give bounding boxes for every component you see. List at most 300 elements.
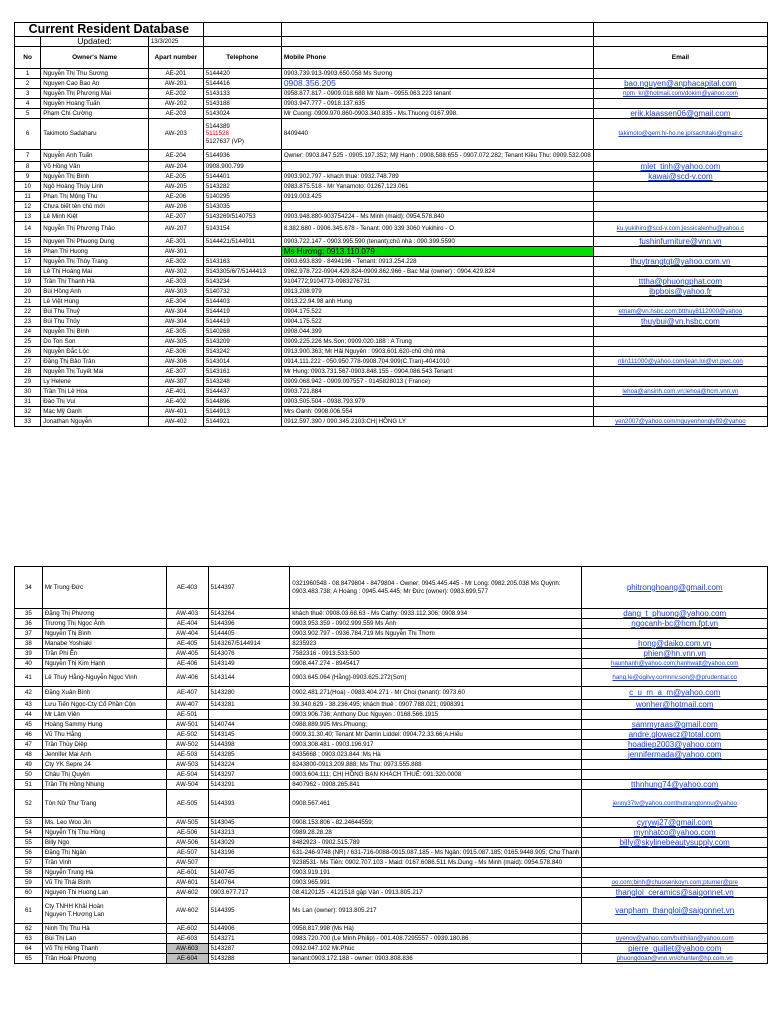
row-number: 8	[15, 162, 41, 172]
apartment-number: AE-206	[148, 192, 203, 202]
apartment-number: AW-303	[148, 287, 203, 297]
row-number: 54	[15, 828, 43, 838]
telephone	[208, 858, 290, 868]
mobile-phone: 0913.22.94.98 anh Hung	[281, 297, 593, 307]
mobile-phone: 0904.175.522	[281, 317, 593, 327]
mobile-phone: 0903.947.777 - 0918.137.635	[281, 99, 593, 109]
owner-name: Trương Thị Ngọc Ánh	[42, 619, 166, 629]
apartment-number: AW-504	[166, 780, 208, 790]
mobile-phone: 0913.208.979	[281, 287, 593, 297]
table-row	[15, 347, 768, 357]
mobile-phone: 7582316 - 0913.533.500	[290, 649, 582, 659]
owner-name: Đặng Thị Phương	[42, 609, 166, 619]
mobile-phone: 0912.597.390 / 090.345.2103:CH| HỒNG LY	[281, 417, 593, 427]
telephone: 5143024	[203, 109, 281, 119]
row-number: 34	[15, 567, 43, 609]
owner-name: Ninh Thị Thu Hà	[42, 924, 166, 934]
apartment-number: AW-406	[166, 669, 208, 687]
table-row	[15, 297, 768, 307]
telephone: 5143133	[203, 89, 281, 99]
row-number: 44	[15, 710, 43, 720]
email-link[interactable]: hong@daiko.com.vn	[582, 639, 768, 649]
mobile-phone: 8407962 - 0908.265.841	[290, 780, 582, 790]
owner-name: Trần Thị Hồng Nhung	[42, 780, 166, 790]
telephone: 5143144	[208, 669, 290, 687]
updated-label: Updated:	[41, 37, 149, 47]
table-row	[15, 760, 768, 770]
email-link[interactable]: oo.com;binh@chuosenkoyn.com;pturner@pre	[582, 878, 768, 888]
email-link[interactable]: thangloi_ceramics@saigonnet.vn	[582, 888, 768, 898]
telephone: 5143224	[208, 760, 290, 770]
email-link	[593, 367, 767, 377]
row-number: 5	[15, 109, 41, 119]
email-link[interactable]: jennifermada@yahoo.com	[582, 750, 768, 760]
email-link	[593, 212, 767, 222]
telephone: 5140295	[203, 192, 281, 202]
email-link[interactable]: npm_kr@hotmail.com/dokim@yahoo.com	[593, 89, 767, 99]
mobile-phone: 0903.505.504 - 0938.793.979	[281, 397, 593, 407]
owner-name: Hoàng Sammy Hung	[42, 720, 166, 730]
apartment-number: AW-505	[166, 818, 208, 828]
email-link[interactable]: jenny37tv@yahoo.comthutrangtonnu@yahoo	[582, 790, 768, 818]
mobile-phone: 0909.225.226 Ms.Son; 0909.020.188 : A Trung	[281, 337, 593, 347]
table-row	[15, 150, 768, 162]
telephone: 5143145	[208, 730, 290, 740]
email-link[interactable]: hang.le@ogilvy.comnnv.son@@prudential.co	[582, 669, 768, 687]
apartment-number: AW-202	[148, 99, 203, 109]
table-row	[15, 888, 768, 898]
email-link[interactable]: phitronghoang@gmail.com	[582, 567, 768, 609]
mobile-phone: 0988.889.995 Mrs.Phuong;	[290, 720, 582, 730]
table-row	[15, 848, 768, 858]
email-link[interactable]: erik.klaassen06@gmail.com	[593, 109, 767, 119]
email-link[interactable]: bao.nguyen@anphacapital.com	[593, 79, 767, 89]
mobile-phone: 0908.567.461	[290, 790, 582, 818]
email-link[interactable]: tttha@phuongphat.com	[593, 277, 767, 287]
mobile-phone: 0903.906.736; Anthony Duc Nguyen : 0168.566.1915	[290, 710, 582, 720]
owner-name: Bùi Thị Lan	[42, 934, 166, 944]
telephone: 5143213	[208, 828, 290, 838]
email-link	[593, 192, 767, 202]
telephone: 5144896	[203, 397, 281, 407]
owner-name: Lê Minh Kiệt	[41, 212, 149, 222]
row-number: 51	[15, 780, 43, 790]
col-header-telephone: Telephone	[203, 47, 281, 69]
owner-name: Lưu Tiến Ngọc-Cty Cổ Phần Cộn	[42, 700, 166, 710]
table-row	[15, 247, 768, 257]
table-row	[15, 192, 768, 202]
apartment-number: AE-307	[148, 367, 203, 377]
table-row	[15, 609, 768, 619]
email-link[interactable]: fushinfurniture@vnn.vn	[593, 237, 767, 247]
table-row	[15, 649, 768, 659]
mobile-phone: Owner: 0903.847.525 - 0905.197.352; Mỹ Hạnh : 0908.588.655 - 0907.072.282; Tenant Kiều Thu: 0909.532.008	[281, 150, 593, 162]
table-row	[15, 730, 768, 740]
telephone: 0903.677.717	[208, 888, 290, 898]
mobile-phone: 0903.902.797 - 0936.784.719 Ms Nguyễn Thị Thơm	[290, 629, 582, 639]
row-number: 32	[15, 407, 41, 417]
telephone: 5143242	[203, 347, 281, 357]
owner-name: Cty YK Sepre 24	[42, 760, 166, 770]
owner-name: Trần Thị Lê Hoa	[41, 387, 149, 397]
email-link[interactable]: pierre_guillet@yahoo.com	[582, 944, 768, 954]
mobile-phone: 0909.068.942 - 0909.097557 - 0145828013 ( France)	[281, 377, 593, 387]
row-number: 41	[15, 669, 43, 687]
email-link	[593, 377, 767, 387]
mobile-phone: khách thuê: 0908.03.68.63 - Ms Cathy: 0933.112.306; 0908.934	[290, 609, 582, 619]
table-row	[15, 317, 768, 327]
email-link[interactable]: billy@skylinebeautysupply.com	[582, 838, 768, 848]
col-header-no: No	[15, 47, 41, 69]
row-number: 57	[15, 858, 43, 868]
row-number: 63	[15, 934, 43, 944]
row-number: 58	[15, 868, 43, 878]
email-link	[593, 327, 767, 337]
owner-name: Lê Thuỳ Hằng-Nguyễn Ngọc Vinh	[42, 669, 166, 687]
mobile-phone: 0908.356.205	[281, 79, 593, 89]
table-row	[15, 367, 768, 377]
email-link[interactable]: ngocanh-bc@hcm.fpt.vn	[582, 619, 768, 629]
email-link[interactable]: lehoa@ansinh.com.vn;lehoa@hcm.vnn.vn	[593, 387, 767, 397]
email-link[interactable]: etnam@vn.hsbc.com;btthuy8112000@yahoo	[593, 307, 767, 317]
row-number: 11	[15, 192, 41, 202]
owner-name: Chưa biết tên chủ mới	[41, 202, 149, 212]
table-row	[15, 162, 768, 172]
telephone: 5144419	[203, 307, 281, 317]
owner-name: Do Ton Son	[41, 337, 149, 347]
apartment-number: AE-505	[166, 790, 208, 818]
table-row	[15, 287, 768, 297]
apartment-number: AW-507	[166, 858, 208, 868]
mobile-phone: 8235923	[290, 639, 582, 649]
row-number: 40	[15, 659, 43, 669]
table-row	[15, 868, 768, 878]
resident-table-1	[14, 22, 768, 427]
telephone: 5143285	[208, 750, 290, 760]
table-row	[15, 109, 768, 119]
row-number: 39	[15, 649, 43, 659]
row-number: 46	[15, 730, 43, 740]
mobile-phone: 0909.31.30.40; Tenant Mr Darrin Liddel: 0904.72.33.66;A.Hiếu	[290, 730, 582, 740]
owner-name: Nguyễn Thị Bình	[41, 172, 149, 182]
mobile-phone: 08.4120125 - 4121518 gặp Vân - 0913.805.217	[290, 888, 582, 898]
table-row	[15, 687, 768, 700]
table-row	[15, 212, 768, 222]
apartment-number: AW-506	[166, 838, 208, 848]
owner-name: Nguyễn Thị Bình	[41, 327, 149, 337]
email-link[interactable]: mynhatco@yahoo.com	[582, 828, 768, 838]
email-link[interactable]: ntin111000@yahoo.com/jean.loi@vn.pwc.con	[593, 357, 767, 367]
table-row	[15, 669, 768, 687]
apartment-number: AW-207	[148, 222, 203, 237]
row-number: 65	[15, 954, 43, 964]
email-link[interactable]: phien@hn.vnn.vn	[582, 649, 768, 659]
table-row	[15, 417, 768, 427]
table-row	[15, 838, 768, 848]
email-link	[593, 182, 767, 192]
telephone: 5144419	[203, 317, 281, 327]
table-row	[15, 267, 768, 277]
row-number: 28	[15, 367, 41, 377]
apartment-number: AE-502	[166, 730, 208, 740]
mobile-phone: 0989.28.28.28	[290, 828, 582, 838]
mobile-phone: 8243800-0913.209.888; Ms Thu: 0973.555.888	[290, 760, 582, 770]
owner-name: Đặng Thị Ngân	[42, 848, 166, 858]
owner-name: Ms. Leo Woo Jin	[42, 818, 166, 828]
row-number: 35	[15, 609, 43, 619]
table-row	[15, 79, 768, 89]
mobile-phone: tenant:0903.172.188 - owner: 0903.808.836	[290, 954, 582, 964]
owner-name: Nguyen Thi Phuong Dung	[41, 237, 149, 247]
row-number: 19	[15, 277, 41, 287]
email-link	[582, 924, 768, 934]
row-number: 1	[15, 69, 41, 79]
mobile-phone: 631-246-9748 (NR) / 631-716-0088-0915.087.185 - Ms Ngân: 0915.087.185; 0165.9448.905; Chu Thanh	[290, 848, 582, 858]
owner-name: Nguyễn Anh Tuấn	[41, 150, 149, 162]
resident-table-2	[14, 566, 768, 964]
owner-name: Mr Lâm Viên	[42, 710, 166, 720]
apartment-number: AE-507	[166, 848, 208, 858]
mobile-phone: 0914.111.222 - 050.950.778-0908.704.909(C.Tran)-4041010	[281, 357, 593, 367]
row-number: 21	[15, 297, 41, 307]
row-number: 13	[15, 212, 41, 222]
email-link[interactable]: vanpham_thangloi@saigonnet.vn	[582, 898, 768, 924]
table-row	[15, 619, 768, 629]
telephone: 5140268	[203, 327, 281, 337]
row-number: 10	[15, 182, 41, 192]
telephone: 5144393	[208, 790, 290, 818]
email-link[interactable]: cyrywj27@gmail.com	[582, 818, 768, 828]
owner-name: Nguyễn Thị Bình	[42, 629, 166, 639]
row-number: 55	[15, 838, 43, 848]
telephone: 5143282	[203, 182, 281, 192]
owner-name: Phạm Chí Cường	[41, 109, 149, 119]
row-number: 18	[15, 267, 41, 277]
apartment-number: AE-303	[148, 277, 203, 287]
row-number: 27	[15, 357, 41, 367]
email-link[interactable]: phuongdoan@vnn.vn/chunter@hp.com.vn	[582, 954, 768, 964]
email-link[interactable]: tthnhung74@yahoo.com	[582, 780, 768, 790]
owner-name: Đặng Xuân Bình	[42, 687, 166, 700]
table-row	[15, 202, 768, 212]
apartment-number: AE-504	[166, 770, 208, 780]
email-link[interactable]: yen2007@yahoo.com/nguyenhonglyб9@yahoo	[593, 417, 767, 427]
apartment-number: AW-403	[166, 609, 208, 619]
table-row	[15, 818, 768, 828]
email-link[interactable]: mlet_tinh@yahoo.com	[593, 162, 767, 172]
telephone: 5144906	[208, 924, 290, 934]
owner-name: Châu Thị Quyên	[42, 770, 166, 780]
owner-name: Cty TNHH Khải Hoàn Nguyen T.Hương Lan	[42, 898, 166, 924]
row-number: 59	[15, 878, 43, 888]
owner-name: Vũ Thị Thái Bình	[42, 878, 166, 888]
row-number: 6	[15, 119, 41, 150]
email-link	[593, 267, 767, 277]
row-number: 4	[15, 99, 41, 109]
mobile-phone: 0903.919.191	[290, 868, 582, 878]
telephone: 5144389 5111528 5127637 (VP)	[203, 119, 281, 150]
col-header-email: Email	[593, 47, 767, 69]
telephone: 5144397	[208, 567, 290, 609]
mobile-phone: 8409440	[281, 119, 593, 150]
row-number: 60	[15, 888, 43, 898]
table-row	[15, 780, 768, 790]
email-link[interactable]: andre.glowacz@total.com	[582, 730, 768, 740]
apartment-number: AE-405	[166, 639, 208, 649]
owner-name: Ly Helene	[41, 377, 149, 387]
apartment-number: AW-201	[148, 79, 203, 89]
updated-date: 13/3/2025	[148, 37, 203, 47]
table-row	[15, 858, 768, 868]
email-link[interactable]: c_u_m_a_m@yahoo.com	[582, 687, 768, 700]
apartment-number: AW-503	[166, 760, 208, 770]
telephone: 5143154	[203, 222, 281, 237]
mobile-phone	[281, 202, 593, 212]
apartment-number: AE-406	[166, 659, 208, 669]
mobile-phone: Ms Hương: 0913.110.079	[281, 247, 593, 257]
email-link[interactable]: uyenoy@yahoo.com/buithilan@yahoo.com	[582, 934, 768, 944]
owner-name: Manabe Yoshiaki	[42, 639, 166, 649]
owner-name: Vũ Thu Hằng	[42, 730, 166, 740]
email-link[interactable]: thuytrangtgt@yahoo.com.vn	[593, 257, 767, 267]
owner-name: Nguyễn Thị Tuyết Mai	[41, 367, 149, 377]
row-number: 14	[15, 222, 41, 237]
table-row	[15, 740, 768, 750]
row-number: 45	[15, 720, 43, 730]
row-number: 30	[15, 387, 41, 397]
apartment-number: AW-401	[148, 407, 203, 417]
apartment-number: AW-603	[166, 944, 208, 954]
email-link[interactable]: thuybui@vn.hsbc.com	[593, 317, 767, 327]
apartment-number: AW-304	[148, 317, 203, 327]
email-link[interactable]: kawai@scd-v.com	[593, 172, 767, 182]
row-number: 9	[15, 172, 41, 182]
mobile-phone: 0983.875.518 - Mr Yanamoto: 01267.123.061	[281, 182, 593, 192]
row-number: 48	[15, 750, 43, 760]
owner-name: Nguyễn Thị Kim Hạnh	[42, 659, 166, 669]
telephone: 5143196	[208, 848, 290, 858]
email-link[interactable]: hoadiep2003@yahoo.com	[582, 740, 768, 750]
email-link[interactable]: haunhanh@yahoo.com;hanhwatt@yahoo.com	[582, 659, 768, 669]
mobile-phone: 0958.877.817 - 0909.018.688 Mr Nam - 0955.063.223 tenant	[281, 89, 593, 99]
email-link[interactable]: ibpbois@yahoo.fr	[593, 287, 767, 297]
mobile-phone: 8482923 - 0902.515.789	[290, 838, 582, 848]
apartment-number: AW-601	[166, 878, 208, 888]
telephone: 5143188	[203, 99, 281, 109]
mobile-phone: 0983.720.700 (Le Minh Philip) - 001.408.7295557 - 0939.180.86	[290, 934, 582, 944]
email-link[interactable]: ku.yukihiro@scd-v.com;jessicalenhu@yahoo.c	[593, 222, 767, 237]
apartment-number: AE-304	[148, 297, 203, 307]
apartment-number: AE-306	[148, 347, 203, 357]
apartment-number: AW-204	[148, 162, 203, 172]
table-row	[15, 828, 768, 838]
row-number: 53	[15, 818, 43, 828]
table-row	[15, 567, 768, 609]
row-number: 64	[15, 944, 43, 954]
email-link	[582, 760, 768, 770]
apartment-number: AW-302	[148, 267, 203, 277]
owner-name: Trần Vinh	[42, 858, 166, 868]
row-number: 12	[15, 202, 41, 212]
telephone: 5143288	[208, 954, 290, 964]
email-link[interactable]: wonher@hotmail.com	[582, 700, 768, 710]
email-link	[593, 297, 767, 307]
email-link	[582, 710, 768, 720]
mobile-phone: 0903.645.064 (Hằng)-0903.625.272(Sơn)	[290, 669, 582, 687]
apartment-number: AE-202	[148, 89, 203, 99]
email-link[interactable]: sammyraas@gmail.com	[582, 720, 768, 730]
table-row	[15, 944, 768, 954]
table-row	[15, 954, 768, 964]
apartment-number: AW-502	[166, 740, 208, 750]
telephone: 5143271	[208, 934, 290, 944]
table-row	[15, 377, 768, 387]
telephone: 5143045	[208, 818, 290, 828]
email-link	[593, 407, 767, 417]
row-number: 17	[15, 257, 41, 267]
telephone: 5144401	[203, 172, 281, 182]
mobile-phone: 0908.044.399	[281, 327, 593, 337]
apartment-number: AE-501	[166, 710, 208, 720]
email-link[interactable]: takimoto@gem.hi-ho.ne.jp/sachitaki@gmail.c	[593, 119, 767, 150]
owner-name: Nguyễn Hoàng Tuấn	[41, 99, 149, 109]
owner-name: Trần Thùy Diệp	[42, 740, 166, 750]
row-number: 25	[15, 337, 41, 347]
row-number: 38	[15, 639, 43, 649]
telephone: 5143161	[203, 367, 281, 377]
row-number: 42	[15, 687, 43, 700]
mobile-phone: Ms Lan (owner): 0913.805.217	[290, 898, 582, 924]
apartment-number: AE-403	[166, 567, 208, 609]
telephone: 5143209	[203, 337, 281, 347]
telephone: 5143264	[208, 609, 290, 619]
row-number: 26	[15, 347, 41, 357]
email-link	[582, 848, 768, 858]
row-number: 15	[15, 237, 41, 247]
table-row	[15, 924, 768, 934]
mobile-phone: 0903.948.880-903754224 - Ms Minh (maid): 0954.578.840	[281, 212, 593, 222]
email-link[interactable]: dang_t_phuong@yahoo.com	[582, 609, 768, 619]
owner-name: Nguyễn Thị Thủy Trang	[41, 257, 149, 267]
email-link	[582, 629, 768, 639]
owner-name: Lê Việt Hùng	[41, 297, 149, 307]
mobile-phone: 0913.900.363; Mr Hải Nguyên : 0903.601.620-chủ chủ nhà	[281, 347, 593, 357]
telephone: 5140744	[208, 720, 290, 730]
owner-name: Nguyễn Đắc Lộc	[41, 347, 149, 357]
mobile-phone: 0321960548 - 08.8479804 - 8479804 - Owner: 0945.445.445 - Mr Long: 0982.205.038 Ms Quỳnh: 0903.483.738; A Hoàng : 0945.445.445; Mr Đức (owner): 0983.699.577	[290, 567, 582, 609]
row-number: 31	[15, 397, 41, 407]
owner-name: Bùi Thu Thuỷ	[41, 307, 149, 317]
table-row	[15, 327, 768, 337]
row-number: 2	[15, 79, 41, 89]
telephone: 5143280	[208, 687, 290, 700]
table-row	[15, 750, 768, 760]
apartment-number: AE-302	[148, 257, 203, 267]
table-row	[15, 337, 768, 347]
telephone: 5143297	[208, 770, 290, 780]
apartment-number: AW-602	[166, 888, 208, 898]
owner-name: Billy Ngo	[42, 838, 166, 848]
mobile-phone: 0903.739.913-0903.650.058 Ms Sương	[281, 69, 593, 79]
owner-name: Nguyễn Thị Thu Hồng	[42, 828, 166, 838]
apartment-number: AW-307	[148, 377, 203, 387]
apartment-number: AE-604	[166, 954, 208, 964]
owner-name: Nguyen Cao Bao An	[41, 79, 149, 89]
owner-name: Lê Thị Hoàng Mai	[41, 267, 149, 277]
table-row	[15, 357, 768, 367]
row-number: 50	[15, 770, 43, 780]
table-row	[15, 407, 768, 417]
